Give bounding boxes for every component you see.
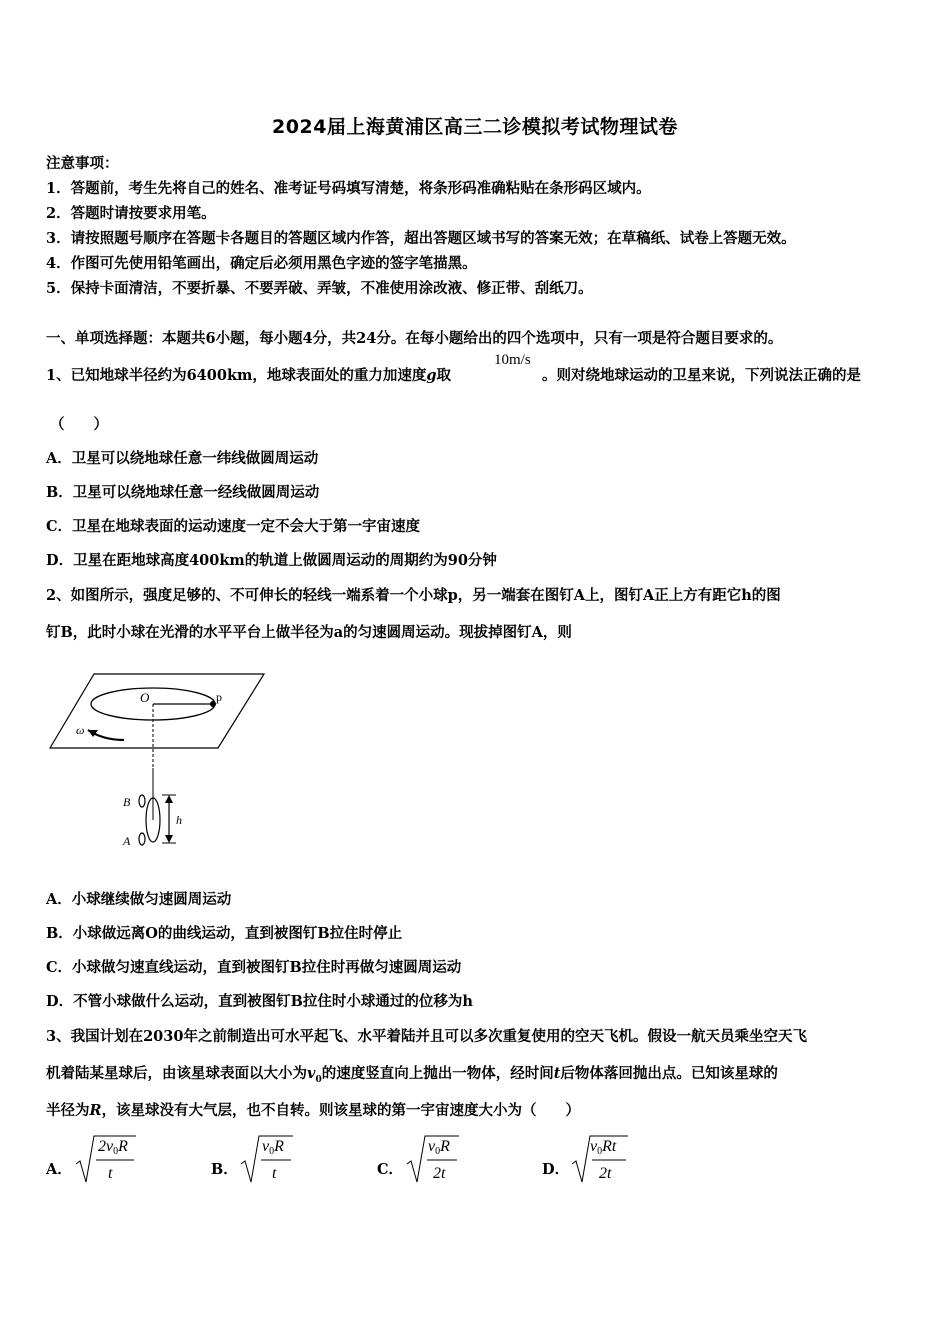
q3-option-b-formula: [239, 1134, 295, 1186]
note-item: 4．作图可先使用铅笔画出，确定后必须用黑色字迹的签字笔描黑。: [46, 255, 477, 272]
note-item: 5．保持卡面清洁，不要折暴、不要弄破、弄皱，不准使用涂改液、修正带、刮纸刀。: [46, 280, 593, 297]
section-heading: 一、单项选择题：本题共6小题，每小题4分，共24分。在每小题给出的四个选项中，只有一项是符合题目要求的。: [46, 330, 783, 347]
q1-option-b: B．卫星可以绕地球任意一经线做圆周运动: [46, 484, 320, 501]
q3-r-symbol: R: [89, 1102, 102, 1119]
q3-text: 后物体落回抛出点。已知该星球的: [560, 1065, 778, 1082]
q2-option-d: D．不管小球做什么运动，直到被图钉B拉住时小球通过的位移为h: [46, 993, 473, 1010]
figure-label-a: A: [123, 834, 131, 848]
q1-g-value: 10m/s: [494, 352, 531, 368]
denominator: t: [108, 1165, 113, 1182]
figure-pin-b: [139, 795, 145, 807]
q1-option-a: A．卫星可以绕地球任意一纬线做圆周运动: [46, 450, 319, 467]
q1-answer-paren: （ ）: [50, 416, 108, 433]
figure-label-b: B: [123, 795, 131, 809]
q3-text: 机着陆某星球后，由该星球表面以大小为: [46, 1065, 307, 1082]
denominator: 2t: [433, 1165, 446, 1182]
q3-option-a-formula: [74, 1134, 138, 1186]
figure-pin-a: [139, 833, 145, 845]
figure-label-omega: ω: [76, 723, 85, 737]
q3-text: 半径为: [46, 1102, 90, 1119]
q2-option-a: A．小球继续做匀速圆周运动: [46, 891, 232, 908]
numerator: $v_0R$: [262, 1138, 284, 1157]
q1-stem-tail: 。则对绕地球运动的卫星来说，下列说法正确的是: [542, 367, 861, 384]
q3-option-d-label: D．: [542, 1161, 570, 1178]
q3-option-c-formula: [405, 1134, 461, 1186]
figure-label-o: O: [140, 690, 150, 705]
notes-heading: 注意事项：: [46, 155, 119, 172]
note-item: 3．请按照题号顺序在答题卡各题目的答题区域内作答，超出答题区域书写的答案无效；在草稿纸、试卷上答题无效。: [46, 230, 796, 247]
q1-option-d: D．卫星在距地球高度400km的轨道上做圆周运动的周期约为90分钟: [46, 552, 497, 569]
q3-stem-line2: [46, 1062, 778, 1085]
q3-stem-line1: 3、我国计划在2030年之前制造出可水平起飞、水平着陆并且可以多次重复使用的空天飞机。假设一航天员乘坐空天飞: [46, 1028, 807, 1045]
denominator: 2t: [599, 1165, 612, 1182]
figure-height-arrowhead-bottom: [165, 835, 173, 843]
q3-text: 的速度竖直向上抛出一物体，经时间: [321, 1065, 554, 1082]
q3-option-b-label: B．: [211, 1161, 238, 1178]
q1-g-symbol: g: [426, 367, 437, 384]
numerator: $v_0R$: [428, 1138, 450, 1157]
figure-label-h: h: [176, 813, 182, 827]
q2-option-b: B．小球做远离O的曲线运动，直到被图钉B拉住时停止: [46, 925, 403, 942]
q2-stem-line2: 钉B，此时小球在光滑的水平平台上做半径为a的匀速圆周运动。现拔掉图钉A，则: [46, 624, 572, 641]
q2-figure: [48, 668, 270, 858]
figure-height-arrowhead-top: [165, 795, 173, 803]
page-title: 2024届上海黄浦区高三二诊模拟考试物理试卷: [272, 116, 678, 138]
q3-text: ，该星球没有大气层，也不自转。则该星球的第一宇宙速度大小为（ ）: [101, 1102, 581, 1119]
q3-stem-line3: [46, 1099, 580, 1120]
q3-t-symbol: t: [553, 1065, 561, 1082]
q1-option-c: C．卫星在地球表面的运动速度一定不会大于第一宇宙速度: [46, 518, 421, 535]
note-item: 1．答题前，考生先将自己的姓名、准考证号码填写清楚，将条形码准确粘贴在条形码区域内。: [46, 180, 651, 197]
q1-stem-text-a: 1、已知地球半径约为6400km，地球表面处的重力加速度: [46, 367, 427, 384]
q2-stem-line1: 2、如图所示，强度足够的、不可伸长的轻线一端系着一个小球p，另一端套在图钉A上，图钉A正上方有距它h的图: [46, 587, 781, 604]
q2-option-c: C．小球做匀速直线运动，直到被图钉B拉住时再做匀速圆周运动: [46, 959, 462, 976]
numerator: $2v_0R$: [98, 1138, 128, 1157]
q3-option-a-label: A．: [46, 1161, 72, 1178]
q1-stem-text-b: 取: [436, 367, 451, 384]
q3-option-c-label: C．: [377, 1161, 404, 1178]
figure-label-p: p: [216, 690, 222, 704]
q1-stem: [46, 364, 451, 385]
q3-v0-symbol: $v_0$: [307, 1065, 322, 1085]
denominator: t: [272, 1165, 277, 1182]
note-item: 2．答题时请按要求用笔。: [46, 205, 216, 222]
numerator: $v_0Rt$: [590, 1138, 617, 1157]
q3-option-d-formula: [570, 1134, 630, 1186]
